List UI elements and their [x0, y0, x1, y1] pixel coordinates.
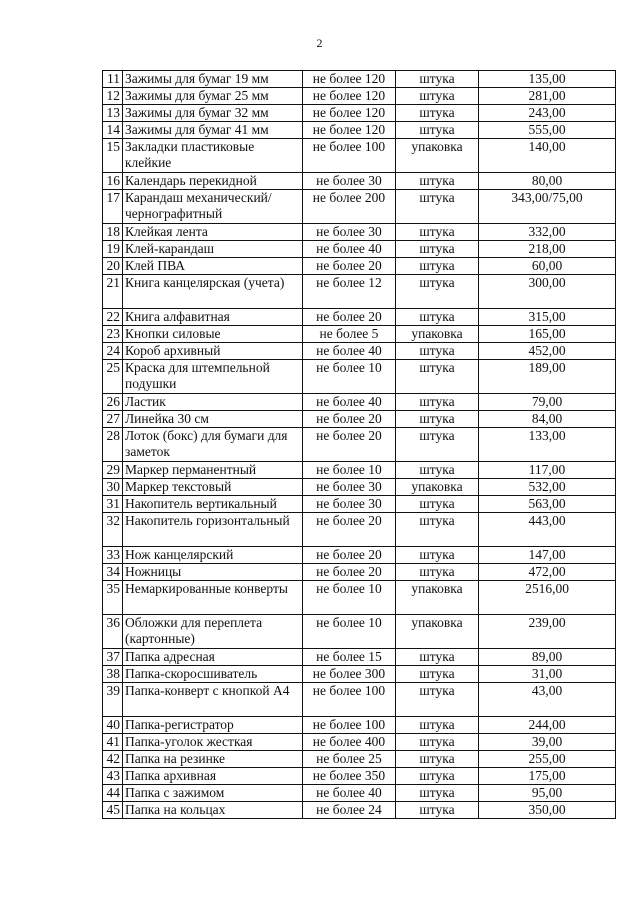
- unit-of-measure: штука: [396, 360, 479, 394]
- quantity-limit: не более 40: [303, 241, 396, 258]
- item-name: Клей-карандаш: [123, 241, 303, 258]
- item-name: Папка на резинке: [123, 751, 303, 768]
- item-name: Ножницы: [123, 564, 303, 581]
- item-name: Папка адресная: [123, 649, 303, 666]
- row-number: 28: [103, 428, 123, 462]
- item-price: 452,00: [479, 343, 616, 360]
- row-number: 27: [103, 411, 123, 428]
- unit-of-measure: штука: [396, 173, 479, 190]
- unit-of-measure: штука: [396, 683, 479, 717]
- quantity-limit: не более 10: [303, 360, 396, 394]
- table-row: [103, 173, 616, 190]
- quantity-limit: не более 40: [303, 343, 396, 360]
- item-price: 243,00: [479, 105, 616, 122]
- row-number: 22: [103, 309, 123, 326]
- table-row: [103, 105, 616, 122]
- item-price: 532,00: [479, 479, 616, 496]
- row-number: 11: [103, 71, 123, 88]
- quantity-limit: не более 100: [303, 139, 396, 173]
- quantity-limit: не более 300: [303, 666, 396, 683]
- item-name: Закладки пластиковые клейкие: [123, 139, 303, 173]
- unit-of-measure: упаковка: [396, 139, 479, 173]
- row-number: 24: [103, 343, 123, 360]
- item-price: 60,00: [479, 258, 616, 275]
- item-name: Короб архивный: [123, 343, 303, 360]
- row-number: 26: [103, 394, 123, 411]
- unit-of-measure: штука: [396, 547, 479, 564]
- row-number: 25: [103, 360, 123, 394]
- item-price: 350,00: [479, 802, 616, 819]
- table-row: [103, 309, 616, 326]
- table-body: [103, 71, 616, 819]
- table-row: [103, 139, 616, 173]
- quantity-limit: не более 400: [303, 734, 396, 751]
- item-name: Обложки для переплета (картонные): [123, 615, 303, 649]
- quantity-limit: не более 100: [303, 717, 396, 734]
- unit-of-measure: штука: [396, 224, 479, 241]
- row-number: 45: [103, 802, 123, 819]
- item-price: 2516,00: [479, 581, 616, 615]
- item-name: Книга канцелярская (учета): [123, 275, 303, 309]
- unit-of-measure: упаковка: [396, 479, 479, 496]
- item-price: 135,00: [479, 71, 616, 88]
- row-number: 37: [103, 649, 123, 666]
- unit-of-measure: штука: [396, 258, 479, 275]
- quantity-limit: не более 10: [303, 615, 396, 649]
- item-name: Папка с зажимом: [123, 785, 303, 802]
- table-row: [103, 683, 616, 717]
- unit-of-measure: штука: [396, 666, 479, 683]
- item-price: 39,00: [479, 734, 616, 751]
- table-row: [103, 547, 616, 564]
- table-row: [103, 564, 616, 581]
- row-number: 12: [103, 88, 123, 105]
- table-row: [103, 462, 616, 479]
- item-name: Линейка 30 см: [123, 411, 303, 428]
- quantity-limit: не более 24: [303, 802, 396, 819]
- item-name: Зажимы для бумаг 41 мм: [123, 122, 303, 139]
- item-price: 563,00: [479, 496, 616, 513]
- item-price: 175,00: [479, 768, 616, 785]
- item-price: 443,00: [479, 513, 616, 547]
- item-price: 147,00: [479, 547, 616, 564]
- table-row: [103, 751, 616, 768]
- quantity-limit: не более 30: [303, 173, 396, 190]
- item-name: Папка на кольцах: [123, 802, 303, 819]
- quantity-limit: не более 20: [303, 428, 396, 462]
- row-number: 42: [103, 751, 123, 768]
- table-row: [103, 649, 616, 666]
- page-number: 2: [316, 36, 323, 50]
- quantity-limit: не более 12: [303, 275, 396, 309]
- table-row: [103, 190, 616, 224]
- item-price: 239,00: [479, 615, 616, 649]
- quantity-limit: не более 120: [303, 122, 396, 139]
- quantity-limit: не более 30: [303, 224, 396, 241]
- table-row: [103, 513, 616, 547]
- item-price: 300,00: [479, 275, 616, 309]
- item-price: 140,00: [479, 139, 616, 173]
- unit-of-measure: штука: [396, 785, 479, 802]
- quantity-limit: не более 40: [303, 785, 396, 802]
- item-name: Краска для штемпельной подушки: [123, 360, 303, 394]
- table-row: [103, 734, 616, 751]
- unit-of-measure: штука: [396, 513, 479, 547]
- item-name: Папка архивная: [123, 768, 303, 785]
- table-row: [103, 71, 616, 88]
- unit-of-measure: штука: [396, 343, 479, 360]
- unit-of-measure: штука: [396, 564, 479, 581]
- item-price: 79,00: [479, 394, 616, 411]
- unit-of-measure: упаковка: [396, 581, 479, 615]
- item-price: 89,00: [479, 649, 616, 666]
- unit-of-measure: штука: [396, 717, 479, 734]
- quantity-limit: не более 5: [303, 326, 396, 343]
- row-number: 16: [103, 173, 123, 190]
- item-name: Зажимы для бумаг 32 мм: [123, 105, 303, 122]
- unit-of-measure: штука: [396, 751, 479, 768]
- item-price: 95,00: [479, 785, 616, 802]
- table-row: [103, 479, 616, 496]
- item-name: Нож канцелярский: [123, 547, 303, 564]
- quantity-limit: не более 25: [303, 751, 396, 768]
- quantity-limit: не более 20: [303, 547, 396, 564]
- item-name: Маркер перманентный: [123, 462, 303, 479]
- table-row: [103, 411, 616, 428]
- item-price: 315,00: [479, 309, 616, 326]
- unit-of-measure: штука: [396, 649, 479, 666]
- price-table: [102, 70, 616, 819]
- quantity-limit: не более 30: [303, 479, 396, 496]
- quantity-limit: не более 100: [303, 683, 396, 717]
- quantity-limit: не более 350: [303, 768, 396, 785]
- item-price: 165,00: [479, 326, 616, 343]
- quantity-limit: не более 20: [303, 411, 396, 428]
- item-name: Кнопки силовые: [123, 326, 303, 343]
- item-price: 281,00: [479, 88, 616, 105]
- table-row: [103, 326, 616, 343]
- item-name: Лоток (бокс) для бумаги для заметок: [123, 428, 303, 462]
- item-name: Папка-уголок жесткая: [123, 734, 303, 751]
- item-price: 133,00: [479, 428, 616, 462]
- unit-of-measure: штука: [396, 462, 479, 479]
- unit-of-measure: штука: [396, 496, 479, 513]
- item-price: 84,00: [479, 411, 616, 428]
- row-number: 36: [103, 615, 123, 649]
- unit-of-measure: штука: [396, 122, 479, 139]
- row-number: 23: [103, 326, 123, 343]
- row-number: 38: [103, 666, 123, 683]
- item-name: Карандаш механический/ чернографитный: [123, 190, 303, 224]
- quantity-limit: не более 20: [303, 513, 396, 547]
- unit-of-measure: штука: [396, 241, 479, 258]
- unit-of-measure: упаковка: [396, 615, 479, 649]
- quantity-limit: не более 10: [303, 581, 396, 615]
- table-row: [103, 258, 616, 275]
- quantity-limit: не более 10: [303, 462, 396, 479]
- row-number: 29: [103, 462, 123, 479]
- item-name: Немаркированные конверты: [123, 581, 303, 615]
- item-price: 80,00: [479, 173, 616, 190]
- quantity-limit: не более 20: [303, 309, 396, 326]
- table-row: [103, 224, 616, 241]
- row-number: 14: [103, 122, 123, 139]
- item-name: Клей ПВА: [123, 258, 303, 275]
- unit-of-measure: штука: [396, 88, 479, 105]
- item-price: 43,00: [479, 683, 616, 717]
- item-price: 255,00: [479, 751, 616, 768]
- item-name: Зажимы для бумаг 25 мм: [123, 88, 303, 105]
- row-number: 40: [103, 717, 123, 734]
- item-price: 332,00: [479, 224, 616, 241]
- row-number: 43: [103, 768, 123, 785]
- table-row: [103, 88, 616, 105]
- row-number: 21: [103, 275, 123, 309]
- table-row: [103, 122, 616, 139]
- table-row: [103, 785, 616, 802]
- row-number: 44: [103, 785, 123, 802]
- row-number: 17: [103, 190, 123, 224]
- item-name: Накопитель вертикальный: [123, 496, 303, 513]
- row-number: 41: [103, 734, 123, 751]
- row-number: 19: [103, 241, 123, 258]
- unit-of-measure: штука: [396, 394, 479, 411]
- item-name: Папка-скоросшиватель: [123, 666, 303, 683]
- row-number: 18: [103, 224, 123, 241]
- quantity-limit: не более 120: [303, 88, 396, 105]
- table-row: [103, 581, 616, 615]
- item-price: 244,00: [479, 717, 616, 734]
- quantity-limit: не более 200: [303, 190, 396, 224]
- table-row: [103, 241, 616, 258]
- unit-of-measure: штука: [396, 309, 479, 326]
- table-row: [103, 666, 616, 683]
- item-name: Клейкая лента: [123, 224, 303, 241]
- unit-of-measure: штука: [396, 768, 479, 785]
- table-row: [103, 768, 616, 785]
- row-number: 34: [103, 564, 123, 581]
- row-number: 32: [103, 513, 123, 547]
- item-name: Маркер текстовый: [123, 479, 303, 496]
- unit-of-measure: штука: [396, 71, 479, 88]
- unit-of-measure: штука: [396, 190, 479, 224]
- quantity-limit: не более 40: [303, 394, 396, 411]
- table-row: [103, 717, 616, 734]
- quantity-limit: не более 30: [303, 496, 396, 513]
- table-row: [103, 275, 616, 309]
- quantity-limit: не более 15: [303, 649, 396, 666]
- item-price: 31,00: [479, 666, 616, 683]
- table-row: [103, 343, 616, 360]
- quantity-limit: не более 120: [303, 105, 396, 122]
- unit-of-measure: штука: [396, 734, 479, 751]
- table-row: [103, 802, 616, 819]
- quantity-limit: не более 120: [303, 71, 396, 88]
- unit-of-measure: штука: [396, 428, 479, 462]
- item-name: Папка-регистратор: [123, 717, 303, 734]
- item-price: 117,00: [479, 462, 616, 479]
- table-row: [103, 360, 616, 394]
- unit-of-measure: штука: [396, 105, 479, 122]
- item-name: Книга алфавитная: [123, 309, 303, 326]
- row-number: 20: [103, 258, 123, 275]
- item-price: 189,00: [479, 360, 616, 394]
- quantity-limit: не более 20: [303, 258, 396, 275]
- item-name: Зажимы для бумаг 19 мм: [123, 71, 303, 88]
- row-number: 35: [103, 581, 123, 615]
- table-row: [103, 428, 616, 462]
- row-number: 33: [103, 547, 123, 564]
- table-row: [103, 496, 616, 513]
- table-row: [103, 394, 616, 411]
- row-number: 31: [103, 496, 123, 513]
- unit-of-measure: штука: [396, 411, 479, 428]
- row-number: 15: [103, 139, 123, 173]
- item-name: Папка-конверт с кнопкой А4: [123, 683, 303, 717]
- item-price: 472,00: [479, 564, 616, 581]
- item-name: Накопитель горизонтальный: [123, 513, 303, 547]
- row-number: 39: [103, 683, 123, 717]
- item-name: Ластик: [123, 394, 303, 411]
- unit-of-measure: штука: [396, 275, 479, 309]
- row-number: 13: [103, 105, 123, 122]
- item-price: 343,00/75,00: [479, 190, 616, 224]
- row-number: 30: [103, 479, 123, 496]
- unit-of-measure: штука: [396, 802, 479, 819]
- item-price: 555,00: [479, 122, 616, 139]
- table-row: [103, 615, 616, 649]
- unit-of-measure: упаковка: [396, 326, 479, 343]
- item-price: 218,00: [479, 241, 616, 258]
- quantity-limit: не более 20: [303, 564, 396, 581]
- item-name: Календарь перекидной: [123, 173, 303, 190]
